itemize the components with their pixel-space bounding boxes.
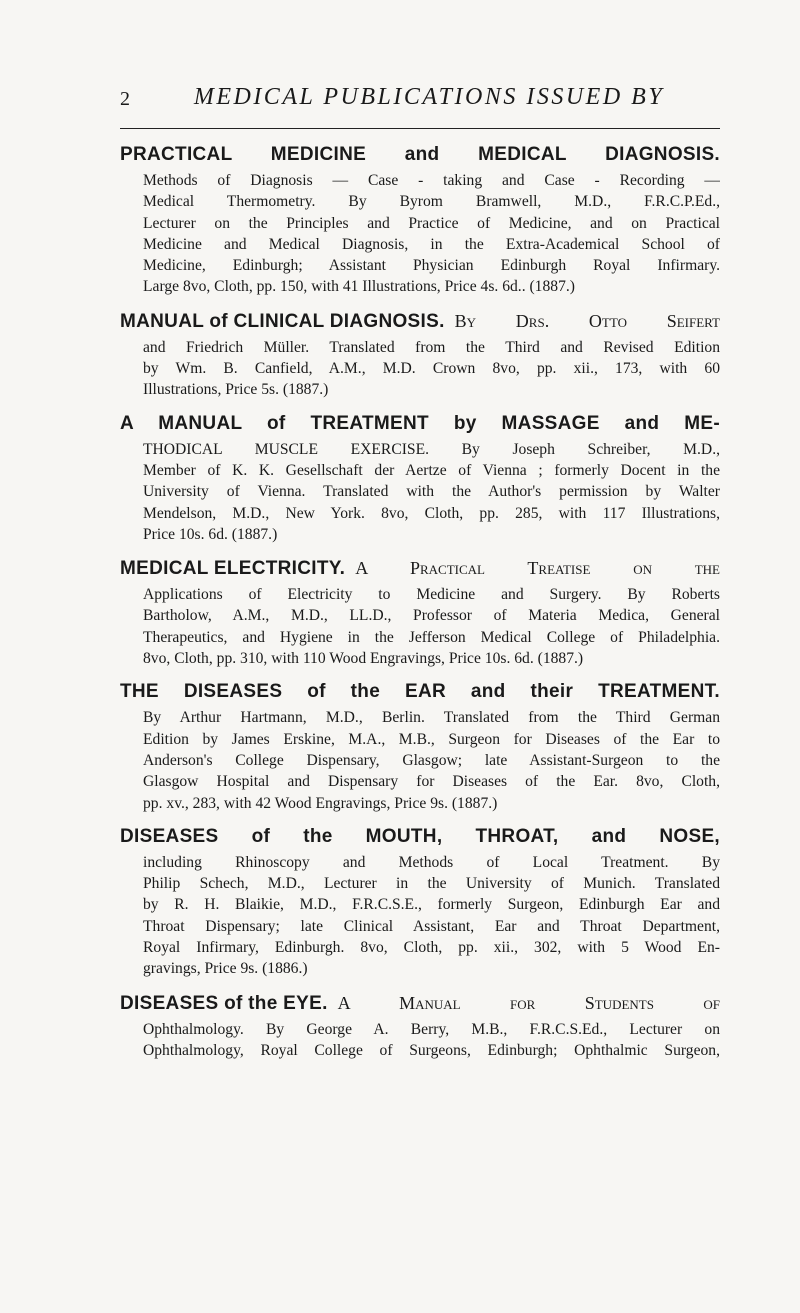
description-line: Throat Dispensary; late Clinical Assistant, Ear and Throat Department, (143, 917, 720, 935)
description-line: Bartholow, A.M., M.D., LL.D., Professor of Materia Medica, General (143, 607, 720, 625)
book-entry (120, 677, 720, 813)
page-header (120, 84, 720, 124)
entry-title: DISEASES of the MOUTH, THROAT, and NOSE, (120, 825, 720, 847)
entry-description (120, 1019, 720, 1062)
description-line: By Arthur Hartmann, M.D., Berlin. Translated from the Third German (143, 709, 720, 727)
entry-heading (120, 677, 720, 707)
book-entry (120, 140, 720, 298)
entry-title: MEDICAL ELECTRICITY. (120, 558, 346, 580)
description-line: gravings, Price 9s. (1886.) (143, 960, 308, 978)
entry-description (120, 170, 720, 298)
description-line: Large 8vo, Cloth, pp. 150, with 41 Illustrations, Price 4s. 6d.. (1887.) (143, 278, 575, 296)
description-line: Ophthalmology. By George A. Berry, M.B., F.R.C.S.Ed., Lecturer on (143, 1020, 720, 1038)
description-line: pp. xv., 283, with 42 Wood Engravings, Price 9s. (1887.) (143, 794, 498, 812)
description-line: including Rhinoscopy and Methods of Local Treatment. By (143, 853, 720, 871)
description-line: Mendelson, M.D., New York. 8vo, Cloth, pp. 285, with 117 Illustrations, (143, 504, 720, 522)
entry-title: A MANUAL of TREATMENT by MASSAGE and ME- (120, 412, 720, 434)
book-entry (120, 553, 720, 669)
entry-description (120, 584, 720, 669)
entry-description (120, 707, 720, 813)
description-line: University of Vienna. Translated with the Author's permission by Walter (143, 483, 720, 501)
description-line: Medical Thermometry. By Byrom Bramwell, M.D., F.R.C.P.Ed., (143, 193, 720, 211)
description-line: Medicine, Edinburgh; Assistant Physician Edinburgh Royal Infirmary. (143, 257, 720, 275)
description-line: Royal Infirmary, Edinburgh. 8vo, Cloth, pp. xii., 302, with 5 Wood En- (143, 939, 720, 957)
header-rule (120, 128, 720, 129)
page-number: 2 (120, 88, 130, 110)
book-entry (120, 409, 720, 545)
description-line: Member of K. K. Gesellschaft der Aertze of Vienna ; formerly Docent in the (143, 461, 720, 479)
description-line: THODICAL MUSCLE EXERCISE. By Joseph Schreiber, M.D., (143, 440, 720, 458)
description-line: Lecturer on the Principles and Practice of Medicine, and on Practical (143, 214, 720, 232)
description-line: and Friedrich Müller. Translated from the Third and Revised Edition (143, 338, 720, 356)
description-line: by R. H. Blaikie, M.D., F.R.C.S.E., formerly Surgeon, Edinburgh Ear and (143, 896, 720, 914)
description-line: Medicine and Medical Diagnosis, in the Extra-Academical School of (143, 235, 720, 253)
description-line: by Wm. B. Canfield, A.M., M.D. Crown 8vo, pp. xii., 173, with 60 (143, 360, 720, 378)
book-entry (120, 306, 720, 401)
book-entry (120, 988, 720, 1062)
description-line: Anderson's College Dispensary, Glasgow; late Assistant-Surgeon to the (143, 751, 720, 769)
entry-title: MANUAL of CLINICAL DIAGNOSIS. (120, 310, 445, 332)
description-line: Philip Schech, M.D., Lecturer in the University of Munich. Translated (143, 875, 720, 893)
entry-title-continuation: A Manual for Students of (337, 992, 720, 1013)
book-entry (120, 822, 720, 980)
entry-heading (120, 306, 720, 337)
entry-title: THE DISEASES of the EAR and their TREATMENT. (120, 681, 720, 703)
advertisement-list (120, 140, 720, 1069)
entry-heading (120, 822, 720, 852)
description-line: Glasgow Hospital and Dispensary for Diseases of the Ear. 8vo, Cloth, (143, 773, 720, 791)
entry-heading (120, 409, 720, 439)
entry-heading (120, 140, 720, 170)
description-line: Ophthalmology, Royal College of Surgeons, Edinburgh; Ophthalmic Surgeon, (143, 1041, 720, 1059)
entry-description (120, 852, 720, 980)
description-line: Price 10s. 6d. (1887.) (143, 525, 278, 543)
entry-heading (120, 988, 720, 1019)
entry-title-continuation: By Drs. Otto Seifert (454, 310, 720, 331)
description-line: Edition by James Erskine, M.A., M.B., Surgeon for Diseases of the Ear to (143, 730, 720, 748)
description-line: Methods of Diagnosis — Case - taking and Case - Recording — (143, 172, 720, 189)
description-line: Applications of Electricity to Medicine and Surgery. By Roberts (143, 586, 720, 604)
entry-description (120, 439, 720, 545)
entry-title-continuation: A Practical Treatise on the (355, 558, 720, 579)
description-line: Therapeutics, and Hygiene in the Jefferson Medical College of Philadelphia. (143, 628, 720, 646)
entry-title: PRACTICAL MEDICINE and MEDICAL DIAGNOSIS. (120, 144, 720, 165)
running-head: MEDICAL PUBLICATIONS ISSUED BY (193, 84, 665, 110)
description-line: 8vo, Cloth, pp. 310, with 110 Wood Engravings, Price 10s. 6d. (1887.) (143, 650, 584, 668)
entry-description (120, 337, 720, 401)
description-line: Illustrations, Price 5s. (1887.) (143, 381, 329, 399)
entry-heading (120, 553, 720, 584)
entry-title: DISEASES of the EYE. (120, 992, 328, 1014)
